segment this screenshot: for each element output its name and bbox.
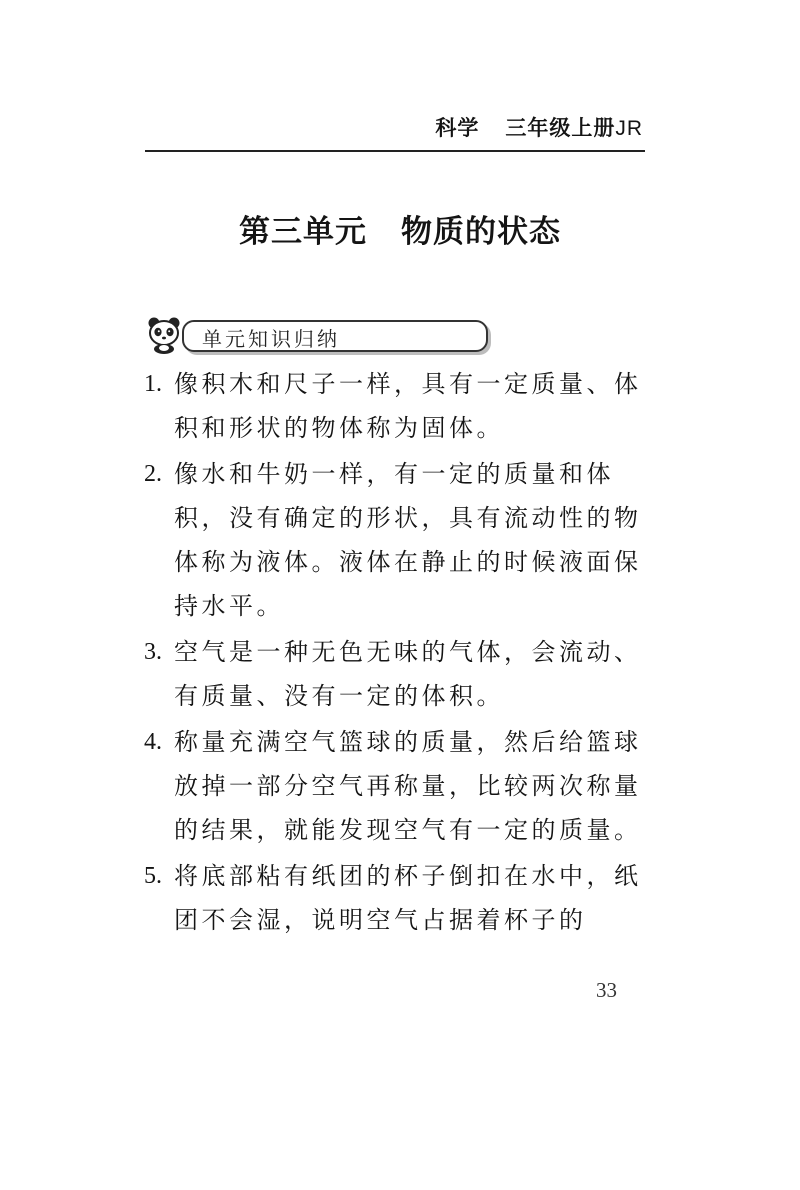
page-header: [145, 110, 645, 152]
grade-book-label: 三年级上册: [505, 116, 616, 140]
item-number: 5.: [144, 863, 162, 889]
item-text: 像水和牛奶一样，有一定的质量和体积，没有确定的形状，具有流动性的物体称为液体。液体在静止的时候液面保持水平。: [174, 460, 642, 620]
item-text: 将底部粘有纸团的杯子倒扣在水中，纸团不会湿，说明空气占据着杯子的: [174, 862, 642, 934]
unit-name: 物质的状态: [401, 214, 561, 250]
panda-icon: [144, 314, 190, 354]
list-item: [140, 854, 652, 942]
item-number: 3.: [144, 639, 162, 665]
page-number: 33: [596, 978, 617, 1002]
edition-label: JR: [615, 117, 643, 140]
list-item: [140, 630, 652, 718]
unit-number: 第三单元: [239, 214, 367, 250]
unit-title: [0, 206, 800, 251]
item-text: 空气是一种无色无味的气体，会流动、有质量、没有一定的体积。: [174, 638, 642, 710]
section-tag-label: 单元知识归纳: [202, 327, 340, 351]
list-item: [140, 452, 652, 628]
subject-label: 科学: [435, 116, 480, 140]
item-number: 1.: [144, 371, 162, 397]
knowledge-list: [140, 362, 652, 944]
book-info: [435, 112, 643, 142]
item-number: 4.: [144, 729, 162, 755]
item-text: 称量充满空气篮球的质量，然后给篮球放掉一部分空气再称量，比较两次称量的结果，就能发现空气有一定的质量。: [174, 728, 642, 844]
item-number: 2.: [144, 461, 162, 487]
item-text: 像积木和尺子一样，具有一定质量、体积和形状的物体称为固体。: [174, 370, 642, 442]
section-tag-box: [182, 320, 488, 352]
list-item: [140, 720, 652, 852]
list-item: [140, 362, 652, 450]
